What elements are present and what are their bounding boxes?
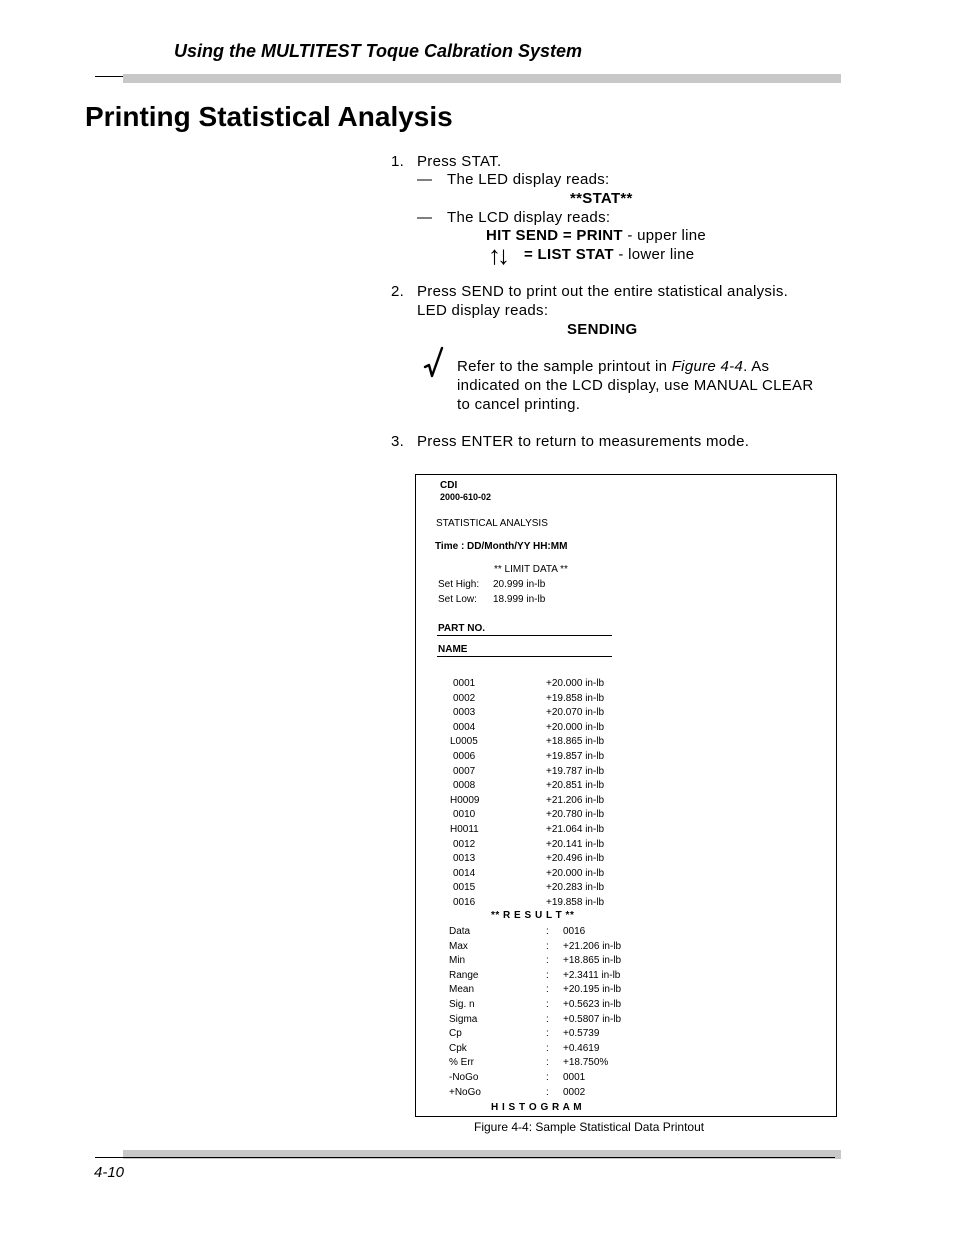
printout-company: CDI [440,480,458,491]
lcd-lower-note: - lower line [618,246,695,263]
result-separator: : [546,1086,549,1098]
lcd-upper-line [486,226,706,245]
result-separator: : [546,999,549,1010]
lcd-lower-line [524,245,694,264]
result-separator: : [546,1042,549,1054]
part-no-label: PART NO. [438,623,486,634]
result-separator: : [546,1057,549,1069]
note-line3: to cancel printing. [457,396,581,413]
result-label: Sig. n [449,999,475,1010]
reading-value: +20.000 in-lb [546,678,605,689]
result-value: +21.206 in-lb [563,940,622,952]
header-shade-bar [123,74,841,83]
figure-reference: Figure 4-4 [671,358,744,375]
step1-led-value: **STAT** [570,190,633,207]
lcd-lower-bold: = LIST STAT [524,246,614,263]
step3-text: Press ENTER to return to measurements mode. [417,433,750,450]
lcd-upper-note: - upper line [627,227,707,244]
set-low-label: Set Low: [438,594,477,605]
result-label: Min [449,955,466,967]
step1-text: Press STAT. [417,153,502,170]
step1-lcd-dash: — [417,209,433,226]
printout-heading: STATISTICAL ANALYSIS [436,518,548,529]
step3-number: 3. [391,433,405,450]
checkmark-icon [423,346,445,380]
printout-model: 2000-610-02 [440,492,492,502]
name-label: NAME [438,644,468,655]
reading-id: 0008 [453,780,476,792]
set-low-value: 18.999 in-lb [493,594,546,605]
step2-number: 2. [391,283,405,300]
reading-id: L0005 [450,736,478,748]
reading-value: +20.780 in-lb [546,809,605,821]
reading-id: 0004 [453,721,476,733]
result-label: Cpk [449,1042,467,1054]
reading-value: +20.141 in-lb [546,838,605,850]
reading-value: +20.496 in-lb [546,853,605,865]
result-value: +0.4619 [563,1042,600,1054]
result-value: +2.3411 in-lb [563,969,621,981]
result-value: 0001 [563,1072,586,1083]
reading-id: 0001 [453,678,476,689]
result-label: % Err [449,1057,474,1069]
limit-data-heading: ** LIMIT DATA ** [494,564,568,575]
result-heading: ** R E S U L T ** [491,910,575,921]
result-separator: : [546,1028,549,1040]
result-value: 0002 [563,1086,586,1098]
result-value: +18.750% [563,1057,609,1069]
page-title: Printing Statistical Analysis [85,101,453,132]
step1-number: 1. [391,153,405,170]
step1-lcd-intro: The LCD display reads: [447,209,611,226]
result-label: Range [449,969,479,981]
result-separator: : [546,969,549,981]
result-separator: : [546,1072,549,1083]
page-number: 4-10 [94,1164,125,1181]
step1-led-intro: The LED display reads: [447,171,610,188]
up-down-arrows-icon: ↑↓ [488,240,506,270]
note-line1-pre: Refer to the sample printout in [457,358,668,375]
histogram-heading: H I S T O G R A M [491,1102,583,1113]
result-separator: : [546,940,549,952]
note-line1-post: . As [743,358,770,375]
name-underline [437,656,612,657]
note-line2: indicated on the LCD display, use MANUAL CLEAR [457,377,814,394]
result-value: +0.5739 [563,1028,600,1040]
result-label: Cp [449,1028,462,1040]
reading-value: +19.858 in-lb [546,897,605,908]
result-separator: : [546,1013,549,1025]
reading-value: +19.858 in-lb [546,692,605,704]
lcd-upper-bold: HIT SEND = PRINT [486,227,623,244]
reading-id: 0006 [453,751,476,762]
reading-value: +21.206 in-lb [546,794,605,806]
result-value: +18.865 in-lb [563,955,622,967]
part-no-underline [437,635,612,636]
sample-printout-figure [415,474,837,1117]
reading-value: +20.283 in-lb [546,882,605,894]
step2-led-value: SENDING [567,321,638,338]
reading-value: +20.070 in-lb [546,707,605,719]
reading-id: 0012 [453,838,476,850]
set-high-label: Set High: [438,579,480,590]
footer-rule [95,1157,835,1158]
reading-id: H0011 [450,824,479,835]
reading-id: 0010 [453,809,476,821]
reading-value: +20.000 in-lb [546,867,605,879]
step1-led-dash: — [417,171,433,188]
result-label: +NoGo [449,1086,481,1098]
figure-caption: Figure 4-4: Sample Statistical Data Printout [474,1120,705,1134]
reading-id: 0003 [453,707,476,719]
result-label: Data [449,926,471,937]
result-separator: : [546,955,549,967]
reading-value: +19.857 in-lb [546,751,605,762]
reading-id: H0009 [450,794,480,806]
step2-text: Press SEND to print out the entire statistical analysis. [417,283,789,300]
running-header: Using the MULTITEST Toque Calbration System [174,41,583,61]
reading-value: +21.064 in-lb [546,824,605,835]
result-value: +20.195 in-lb [563,984,622,996]
reading-id: 0007 [453,765,476,777]
reading-id: 0002 [453,692,476,704]
reading-id: 0013 [453,853,476,865]
result-separator: : [546,984,549,996]
result-label: Max [449,940,468,952]
reading-value: +20.851 in-lb [546,780,605,792]
reading-value: +18.865 in-lb [546,736,605,748]
result-separator: : [546,926,549,937]
result-label: Sigma [449,1013,478,1025]
set-high-value: 20.999 in-lb [493,579,546,590]
result-value: +0.5807 in-lb [563,1013,622,1025]
reading-id: 0015 [453,882,476,894]
result-label: Mean [449,984,475,996]
note-line1 [457,357,769,376]
reading-value: +19.787 in-lb [546,765,605,777]
step2-led-intro: LED display reads: [417,302,549,319]
reading-id: 0014 [453,867,476,879]
printout-time: Time : DD/Month/YY HH:MM [435,541,568,552]
result-value: +0.5623 in-lb [563,999,622,1010]
result-label: -NoGo [449,1072,479,1083]
reading-value: +20.000 in-lb [546,721,605,733]
result-value: 0016 [563,926,586,937]
reading-id: 0016 [453,897,476,908]
